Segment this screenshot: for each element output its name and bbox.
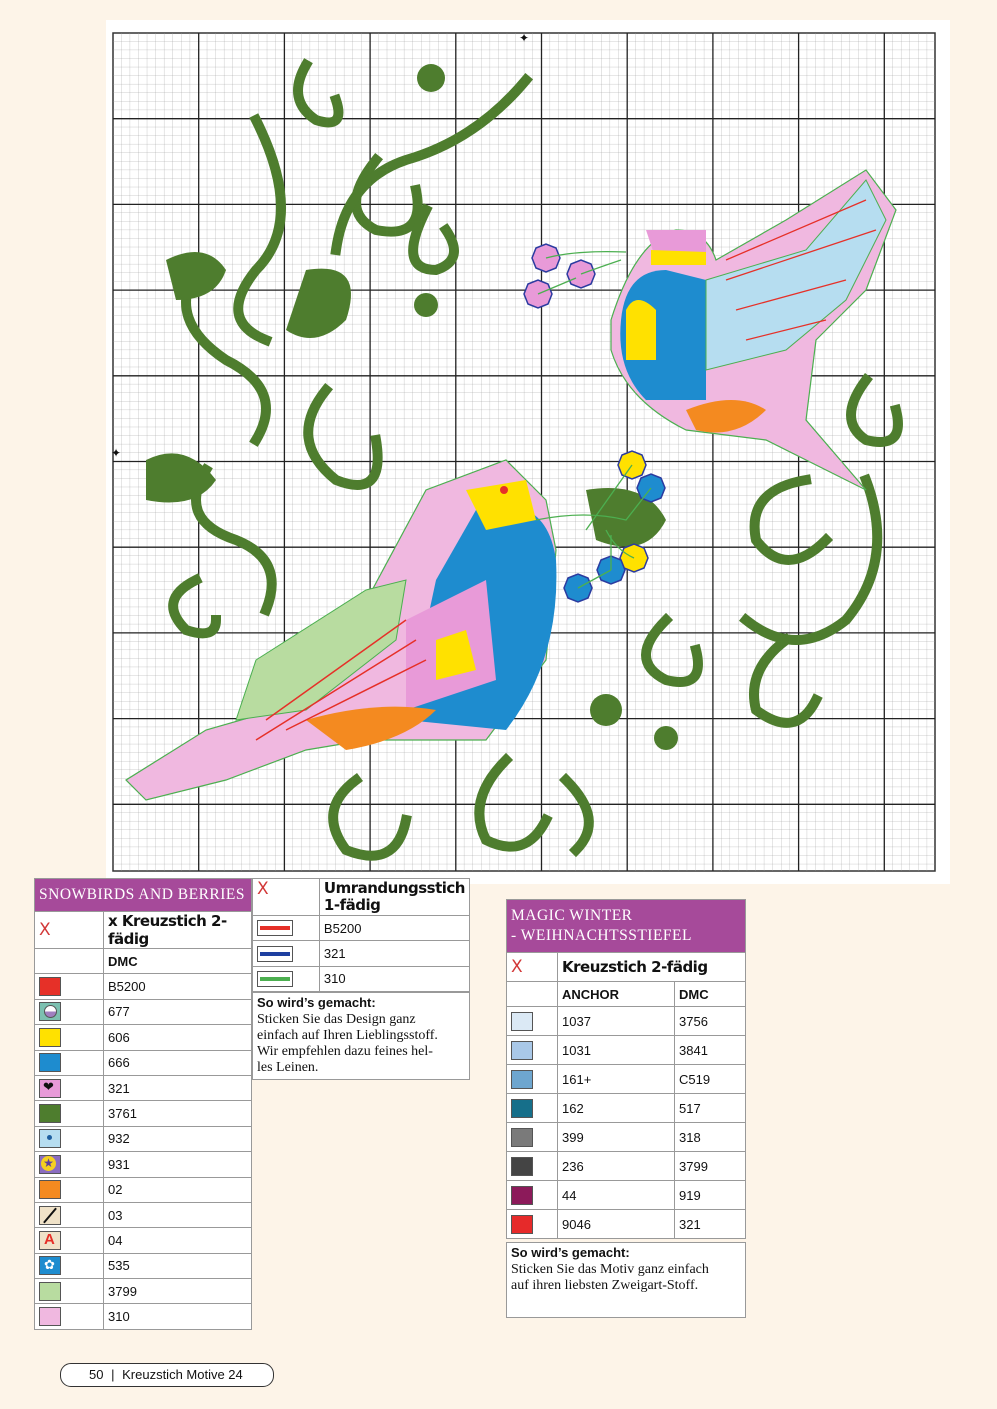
note-line: Wir empfehlen dazu feines hel-	[257, 1044, 433, 1059]
key-row	[35, 999, 252, 1024]
swatch-cell	[35, 1101, 104, 1126]
dmc-code: 931	[104, 1152, 252, 1177]
brand-header: DMC	[104, 949, 252, 974]
dmc-code: 919	[675, 1181, 746, 1210]
anchor-code: 44	[558, 1181, 675, 1210]
cross-stitch-icon: X	[39, 920, 51, 940]
swatch-cell	[35, 1279, 104, 1304]
x-symbol-cell	[253, 879, 320, 916]
key-row	[35, 1202, 252, 1227]
magic-row	[507, 1152, 746, 1181]
swatch-cell	[35, 1152, 104, 1177]
slash-icon	[39, 1206, 61, 1225]
key-row	[35, 1025, 252, 1050]
swatch-cell	[507, 1036, 558, 1065]
page-number: 50	[89, 1367, 104, 1382]
outline-row	[253, 966, 470, 991]
swatch-cell	[35, 1177, 104, 1202]
flower-icon: ✿	[39, 1256, 61, 1275]
center-marker-top: ✦	[519, 31, 530, 45]
outline-header-line1: Umrandungsstich	[323, 879, 465, 897]
cross-stitch-chart	[106, 20, 950, 884]
dmc-code: 535	[104, 1253, 252, 1278]
magic-title-line2: - WEIHNACHTSSTIEFEL	[511, 927, 692, 944]
color-swatch	[511, 1215, 533, 1234]
line-swatch-cell	[253, 941, 320, 966]
dmc-code: 3799	[675, 1152, 746, 1181]
cross-stitch-icon: X	[511, 957, 523, 977]
color-swatch	[511, 1128, 533, 1147]
dmc-code: 3841	[675, 1036, 746, 1065]
dmc-code: 3761	[104, 1101, 252, 1126]
swatch-cell	[35, 1304, 104, 1329]
half-circle-icon	[39, 1002, 61, 1021]
swatch-cell	[35, 1253, 104, 1278]
outline-row	[253, 941, 470, 966]
key-row	[35, 1253, 252, 1278]
cross-stitch-icon: X	[257, 879, 269, 899]
outline-note-title: So wird’s gemacht:	[257, 995, 376, 1010]
anchor-code: 399	[558, 1123, 675, 1152]
color-swatch	[39, 1028, 61, 1047]
snowbirds-title: SNOWBIRDS AND BERRIES	[35, 879, 252, 912]
anchor-header: ANCHOR	[558, 982, 675, 1007]
x-symbol-cell	[507, 953, 558, 982]
color-swatch	[511, 1041, 533, 1060]
snowbirds-key-table	[34, 878, 252, 1330]
dmc-code: C519	[675, 1065, 746, 1094]
color-swatch	[39, 1180, 61, 1199]
magic-title	[507, 900, 746, 953]
empty-cell	[35, 949, 104, 974]
key-row	[35, 1152, 252, 1177]
color-swatch	[511, 1012, 533, 1031]
outline-header	[319, 879, 469, 916]
x-symbol-cell	[35, 912, 104, 949]
key-row	[35, 1101, 252, 1126]
center-marker-left: ✦	[111, 446, 122, 460]
magic-row	[507, 1007, 746, 1036]
magic-stitch-header: Kreuzstich 2-fädig	[558, 953, 746, 982]
outline-note	[252, 992, 470, 1080]
star-icon: ★	[39, 1155, 61, 1174]
swatch-cell	[35, 1050, 104, 1075]
dmc-code: 02	[104, 1177, 252, 1202]
key-row	[35, 974, 252, 999]
anchor-code: 236	[558, 1152, 675, 1181]
swatch-cell	[35, 1075, 104, 1100]
outline-key-table	[252, 878, 470, 992]
color-swatch	[39, 1104, 61, 1123]
heart-icon: ❤	[39, 1079, 61, 1098]
note-line: einfach auf Ihren Lieblingsstoff.	[257, 1028, 438, 1043]
magic-title-line1: MAGIC WINTER	[511, 907, 633, 924]
key-row	[35, 1279, 252, 1304]
swatch-cell	[35, 974, 104, 999]
line-swatch	[257, 971, 293, 987]
anchor-code: 9046	[558, 1210, 675, 1239]
color-swatch	[511, 1070, 533, 1089]
swatch-cell	[507, 1181, 558, 1210]
anchor-code: 1031	[558, 1036, 675, 1065]
line-swatch	[257, 920, 293, 936]
note-line: les Leinen.	[257, 1060, 319, 1075]
dmc-code: 04	[104, 1228, 252, 1253]
note-line: Sticken Sie das Design ganz	[257, 1012, 416, 1027]
swatch-cell	[507, 1065, 558, 1094]
swatch-cell	[507, 1152, 558, 1181]
line-swatch-cell	[253, 966, 320, 991]
footer-separator: |	[111, 1367, 115, 1382]
dmc-code: B5200	[104, 974, 252, 999]
color-swatch	[511, 1186, 533, 1205]
snowbirds-stitch-header: x Kreuzstich 2-fädig	[104, 912, 252, 949]
magic-row	[507, 1036, 746, 1065]
key-row	[35, 1050, 252, 1075]
note-line: auf ihren liebsten Zweigart-Stoff.	[511, 1278, 699, 1293]
line-swatch	[257, 946, 293, 962]
key-row	[35, 1304, 252, 1329]
magic-row	[507, 1065, 746, 1094]
magazine-title: Kreuzstich Motive 24	[122, 1367, 243, 1382]
color-swatch	[39, 1282, 61, 1301]
key-row	[35, 1075, 252, 1100]
magic-row	[507, 1094, 746, 1123]
outline-code: 310	[319, 966, 469, 991]
swatch-cell	[35, 1126, 104, 1151]
key-row	[35, 1228, 252, 1253]
color-swatch	[39, 977, 61, 996]
outline-code: 321	[319, 941, 469, 966]
magic-row	[507, 1123, 746, 1152]
dot-icon	[39, 1129, 61, 1148]
dmc-code: 321	[675, 1210, 746, 1239]
key-row	[35, 1177, 252, 1202]
anchor-code: 161+	[558, 1065, 675, 1094]
swatch-cell	[507, 1007, 558, 1036]
color-swatch	[39, 1307, 61, 1326]
magic-key-table	[506, 899, 746, 1239]
swatch-cell	[507, 1123, 558, 1152]
swatch-cell	[507, 1094, 558, 1123]
dmc-code: 517	[675, 1094, 746, 1123]
magic-row	[507, 1210, 746, 1239]
key-row	[35, 1126, 252, 1151]
swatch-cell	[35, 999, 104, 1024]
swatch-cell	[35, 1202, 104, 1227]
dmc-code: 310	[104, 1304, 252, 1329]
outline-code: B5200	[319, 916, 469, 941]
dmc-code: 321	[104, 1075, 252, 1100]
outline-header-line2: 1-fädig	[323, 896, 381, 914]
color-swatch	[39, 1053, 61, 1072]
color-swatch	[511, 1099, 533, 1118]
magic-note	[506, 1242, 746, 1318]
dmc-code: 677	[104, 999, 252, 1024]
swatch-cell	[35, 1228, 104, 1253]
dmc-code: 932	[104, 1126, 252, 1151]
swatch-cell	[507, 1210, 558, 1239]
dmc-code: 606	[104, 1025, 252, 1050]
dmc-code: 3756	[675, 1007, 746, 1036]
line-swatch-cell	[253, 916, 320, 941]
chart-svg	[106, 20, 950, 884]
dmc-code: 318	[675, 1123, 746, 1152]
color-swatch	[511, 1157, 533, 1176]
dmc-code: 3799	[104, 1279, 252, 1304]
dmc-code: 03	[104, 1202, 252, 1227]
magic-row	[507, 1181, 746, 1210]
anchor-code: 162	[558, 1094, 675, 1123]
dmc-header: DMC	[675, 982, 746, 1007]
note-line: Sticken Sie das Motiv ganz einfach	[511, 1262, 709, 1277]
page-footer	[60, 1363, 274, 1387]
magic-note-title: So wird’s gemacht:	[511, 1245, 630, 1260]
dmc-code: 666	[104, 1050, 252, 1075]
letter-a-icon: A	[39, 1231, 61, 1250]
anchor-code: 1037	[558, 1007, 675, 1036]
empty-cell	[507, 982, 558, 1007]
swatch-cell	[35, 1025, 104, 1050]
outline-row	[253, 916, 470, 941]
